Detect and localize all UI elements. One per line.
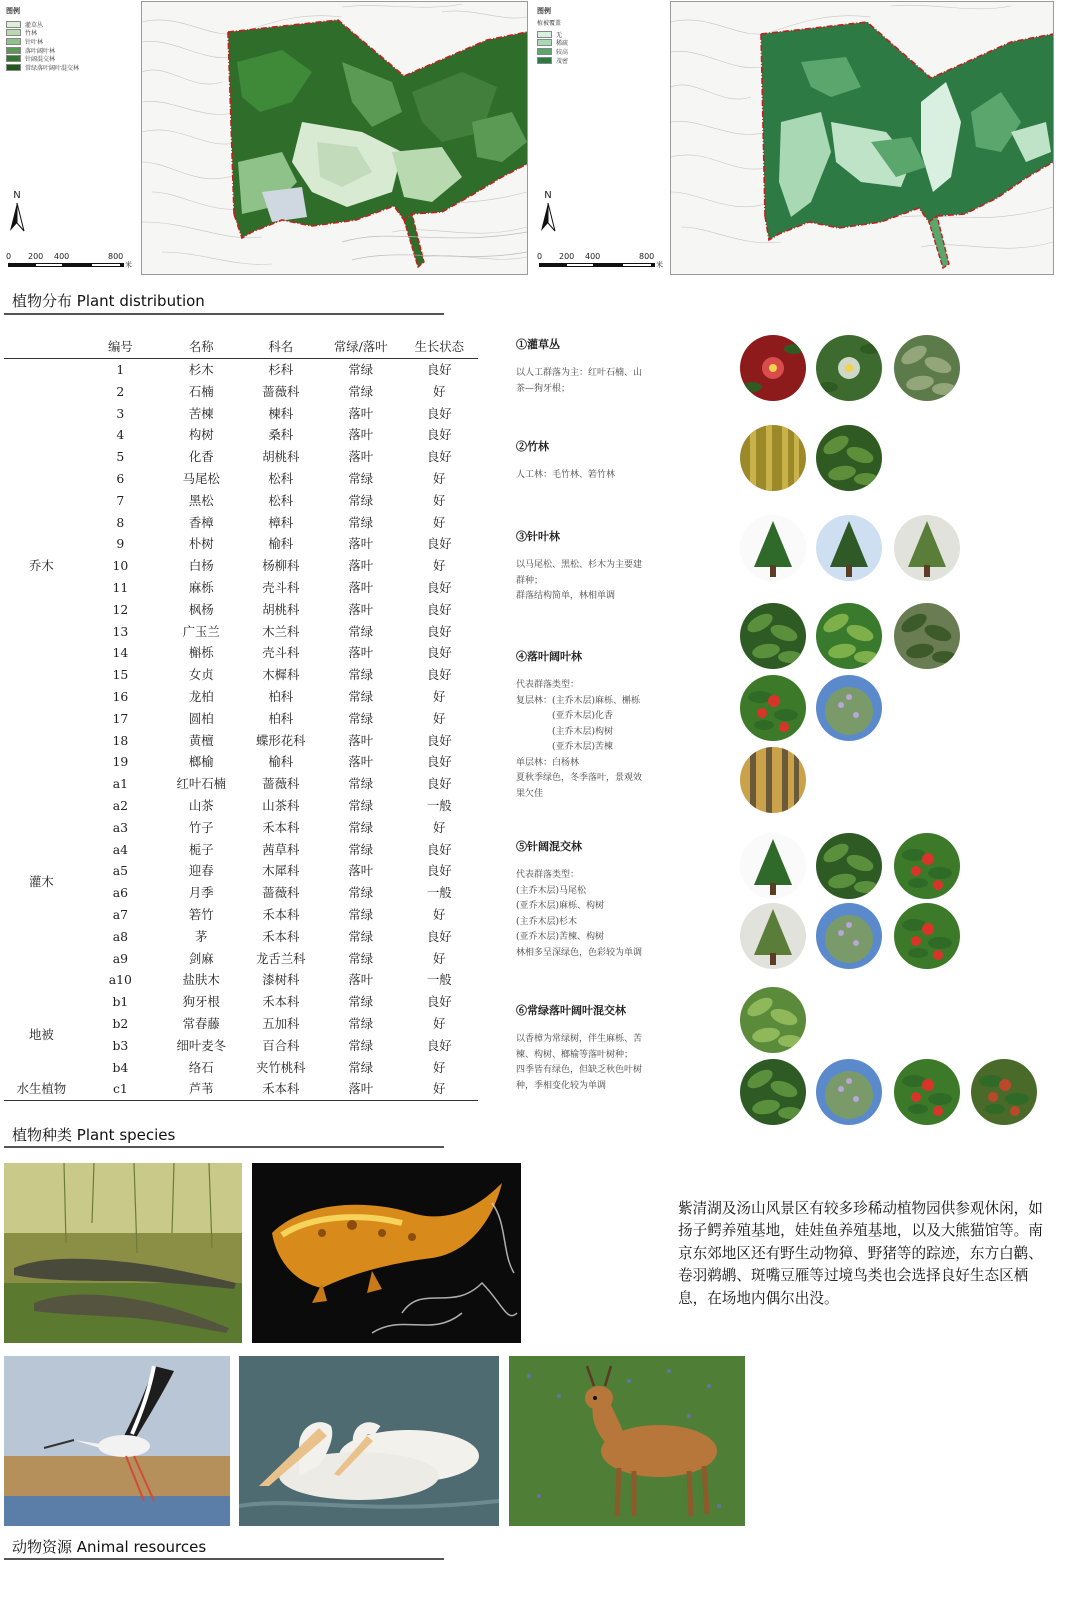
table-cell: 细叶麦冬 (176, 1037, 227, 1053)
community-title: ③针叶林 (516, 530, 560, 543)
table-cell: 马尾松 (182, 470, 220, 486)
table-cell: a2 (112, 797, 128, 813)
scale-tick: 200 (28, 252, 44, 261)
community-desc: 代表群落类型： 复层林：(主乔木层)麻栎、槲栎 (亚乔木层)化香 (主乔木层)构树 (亚乔木层)苦楝 单层林：白杨林 夏秋季绿色，冬季落叶，景观效 果欠佳 (516, 680, 643, 799)
map-right-legend-subtitle: 植被覆盖 (537, 20, 562, 27)
table-cell: 蔷薇科 (262, 383, 300, 399)
community-desc: 代表群落类型： (主乔木层)马尾松 (亚乔木层)麻栎、构树 (主乔木层)杉木 (亚乔木层)苦楝、构树 林相多呈深绿色，色彩较为单调 (516, 870, 643, 958)
table-cell: 良好 (426, 579, 452, 595)
table-cell: 竹子 (188, 819, 214, 835)
north-arrow-icon (537, 190, 559, 236)
legend-label: 针叶林 (25, 38, 44, 46)
table-cell: 落叶 (348, 972, 374, 988)
table-cell: 8 (116, 514, 125, 530)
table-cell: 榆科 (268, 754, 294, 770)
table-cell: 构树 (188, 427, 214, 443)
table-cell: 2 (116, 383, 125, 399)
community-title: ①灌草丛 (516, 338, 560, 351)
table-cell: 常绿 (348, 776, 374, 792)
table-cell: 枫杨 (188, 601, 214, 617)
table-cell: 禾本科 (262, 994, 300, 1010)
table-cell: 常绿 (348, 362, 374, 377)
table-cell: 柏科 (268, 710, 294, 726)
table-cell: 月季 (188, 885, 214, 901)
table-row (4, 359, 478, 381)
table-cell: a1 (112, 776, 128, 792)
oriental-stork-photo (4, 1356, 230, 1526)
legend-swatch (537, 31, 552, 38)
table-cell: 松科 (268, 470, 294, 486)
table-cell: 良好 (426, 776, 452, 792)
map-left-legend-title: 图例 (6, 7, 20, 15)
legend-label: 落叶阔叶林 (25, 47, 56, 55)
table-cell: 良好 (426, 601, 452, 617)
table-cell: 落叶 (348, 536, 374, 552)
table-cell: 樟科 (268, 514, 294, 530)
table-cell: 6 (116, 470, 125, 486)
table-cell: 好 (433, 688, 446, 704)
plant-photo-conifer (894, 515, 960, 581)
col-header: 名称 (162, 334, 241, 359)
legend-item (537, 56, 568, 65)
table-cell: 常绿 (348, 514, 374, 530)
alligator-photo (4, 1163, 242, 1343)
table-cell: 落叶 (348, 427, 374, 443)
table-cell: 落叶 (348, 732, 374, 748)
table-row (4, 773, 478, 795)
legend-item (537, 47, 568, 56)
table-cell: 良好 (426, 645, 452, 661)
section-divider (4, 313, 444, 315)
table-cell: 19 (112, 754, 129, 770)
plant-photo-bamboo (740, 425, 806, 491)
table-cell: 17 (112, 710, 129, 726)
legend-item (6, 29, 79, 38)
legend-swatch (537, 48, 552, 55)
scale-tick: 800 (639, 252, 655, 261)
table-cell: 芦苇 (162, 1078, 241, 1100)
table-cell: 龙舌兰科 (256, 950, 306, 966)
table-cell: 好 (433, 1059, 446, 1075)
legend-item (6, 54, 79, 63)
table-cell: 好 (433, 514, 446, 530)
table-cell: 15 (112, 667, 129, 683)
scale-bar-right (535, 252, 663, 274)
table-cell: 5 (116, 449, 125, 465)
table-row (4, 1078, 478, 1100)
table-cell: 7 (116, 492, 125, 508)
table-cell: 朴树 (188, 536, 214, 552)
table-cell: 迎春 (188, 863, 214, 879)
plant-photo-pine (816, 515, 882, 581)
legend-label: 常绿落叶阔叶混交林 (25, 64, 80, 72)
table-cell: 胡桃科 (262, 449, 300, 465)
table-cell: 1 (116, 362, 125, 377)
table-cell: 常绿 (348, 667, 374, 683)
table-cell: 龙柏 (188, 688, 214, 704)
table-cell: 楝科 (268, 405, 294, 421)
table-cell: 落叶 (348, 863, 374, 879)
table-cell: 常绿 (348, 383, 374, 399)
legend-swatch (537, 57, 552, 64)
table-cell: 落叶 (348, 449, 374, 465)
table-cell: 漆树科 (262, 972, 300, 988)
table-cell: 香樟 (188, 514, 214, 530)
table-header-row (4, 334, 478, 359)
table-cell: 常绿 (348, 623, 374, 639)
table-cell: 女贞 (188, 667, 214, 683)
table-cell: 常春藤 (182, 1015, 220, 1031)
table-cell: 松科 (268, 492, 294, 508)
table-cell: 11 (112, 579, 129, 595)
plant-photo-leaf (816, 603, 882, 669)
table-cell: 良好 (426, 841, 452, 857)
col-header: 科名 (241, 334, 322, 359)
community-title: ⑤针阔混交林 (516, 840, 582, 853)
table-cell: 好 (433, 710, 446, 726)
scale-tick: 200 (559, 252, 575, 261)
table-cell: 常绿 (348, 819, 374, 835)
table-cell: 黑松 (188, 492, 214, 508)
table-cell: 槲栎 (188, 645, 214, 661)
legend-swatch (6, 55, 21, 62)
col-header: 编号 (79, 334, 162, 359)
table-cell: 常绿 (348, 797, 374, 813)
table-cell: a3 (112, 819, 128, 835)
table-cell: 常绿 (348, 1015, 374, 1031)
table-cell: 好 (433, 950, 446, 966)
table-cell: 络石 (188, 1059, 214, 1075)
legend-item (6, 37, 79, 46)
table-cell: b2 (112, 1015, 129, 1031)
table-cell: 9 (116, 536, 125, 552)
table-cell: 良好 (426, 536, 452, 552)
table-cell: 木樨科 (262, 667, 300, 683)
plant-photo-flower (740, 335, 806, 401)
table-cell: 茅 (195, 928, 208, 944)
table-cell: 黄檀 (188, 732, 214, 748)
col-header: 生长状态 (400, 334, 478, 359)
table-cell: 蔷薇科 (262, 885, 300, 901)
table-cell: 白杨 (188, 558, 214, 574)
table-cell: 常绿 (348, 928, 374, 944)
section-plant-distribution: 植物分布 Plant distribution (12, 292, 205, 310)
section-divider (4, 1558, 444, 1560)
scale-tick: 400 (54, 252, 70, 261)
table-cell: 木犀科 (262, 863, 300, 879)
table-cell: 好 (433, 558, 446, 574)
table-cell: 常绿 (348, 885, 374, 901)
legend-item (6, 20, 79, 29)
legend-label: 针阔混交林 (25, 56, 56, 64)
scale-tick: 0 (6, 252, 12, 261)
table-cell: 常绿 (348, 1059, 374, 1075)
table-cell: a6 (112, 885, 128, 901)
table-cell: 榔榆 (188, 754, 214, 770)
category-cell: 灌木 (29, 874, 54, 890)
table-cell: 栀子 (188, 841, 214, 857)
plant-photo-berry (971, 1059, 1037, 1125)
table-cell: 落叶 (348, 405, 374, 421)
giant-salamander-photo (252, 1163, 521, 1343)
community-desc: 以人工群落为主：红叶石楠、山 茶—狗牙根； (516, 368, 643, 394)
table-cell: 盐肤木 (182, 972, 220, 988)
table-cell: 12 (112, 601, 129, 617)
plant-photo-tree (816, 903, 882, 969)
scale-bar-left (4, 252, 132, 274)
north-label: N (544, 190, 552, 201)
table-cell: 狗牙根 (182, 994, 220, 1010)
table-cell: 好 (400, 1078, 478, 1100)
table-cell: 红叶石楠 (176, 776, 227, 792)
plant-photo-leaf (740, 987, 806, 1053)
table-cell: 落叶 (348, 579, 374, 595)
table-cell: 好 (433, 470, 446, 486)
table-cell: 常绿 (348, 906, 374, 922)
table-cell: 禾本科 (241, 1078, 322, 1100)
table-cell: 百合科 (262, 1037, 300, 1053)
table-cell: 4 (116, 427, 125, 443)
table-cell: 山茶科 (262, 797, 300, 813)
scale-unit: 米 (125, 261, 132, 269)
table-cell: 良好 (426, 732, 452, 748)
plant-table (4, 334, 478, 1101)
plant-photo-pine (740, 515, 806, 581)
plant-photo-berry (894, 833, 960, 899)
table-cell: 常绿 (348, 688, 374, 704)
table-cell: 常绿 (348, 470, 374, 486)
table-cell: 常绿 (348, 492, 374, 508)
legend-swatch (6, 29, 21, 36)
plant-photo-conifer (740, 903, 806, 969)
table-cell: 落叶 (348, 645, 374, 661)
legend-item (537, 30, 568, 39)
table-cell: 石楠 (188, 383, 214, 399)
community-title: ②竹林 (516, 440, 549, 453)
table-cell: 好 (433, 906, 446, 922)
col-header: 常绿/落叶 (321, 334, 400, 359)
plant-photo-berry (894, 903, 960, 969)
table-cell: 常绿 (348, 1037, 374, 1053)
table-cell: 桑科 (268, 427, 294, 443)
legend-item (6, 46, 79, 55)
table-row (4, 991, 478, 1013)
table-cell: 好 (433, 819, 446, 835)
table-cell: 木兰科 (262, 623, 300, 639)
map-left-legend (6, 6, 79, 72)
table-cell: 常绿 (348, 994, 374, 1010)
legend-swatch (6, 64, 21, 71)
table-cell: a10 (108, 972, 132, 988)
table-cell: 夹竹桃科 (256, 1059, 306, 1075)
legend-label: 竹林 (25, 30, 38, 38)
plant-photo-leaf (740, 1059, 806, 1125)
table-cell: 落叶 (321, 1078, 400, 1100)
section-plant-species: 植物种类 Plant species (12, 1126, 176, 1144)
community-desc: 人工林：毛竹林、箬竹林 (516, 470, 616, 480)
plant-photo-flower2 (816, 335, 882, 401)
table-cell: 良好 (426, 449, 452, 465)
table-cell: 圆柏 (188, 710, 214, 726)
legend-label: 无 (556, 31, 563, 39)
scale-tick: 0 (537, 252, 543, 261)
table-cell: 禾本科 (262, 819, 300, 835)
legend-label: 稀疏 (556, 40, 569, 48)
north-arrow-icon (6, 190, 28, 236)
table-cell: 良好 (426, 623, 452, 639)
section-divider (4, 1146, 444, 1148)
section-animal-resources: 动物资源 Animal resources (12, 1538, 207, 1556)
community-evergreen-deciduous-mixed (516, 1002, 706, 1094)
table-cell: 14 (112, 645, 129, 661)
table-cell: 良好 (426, 994, 452, 1010)
legend-swatch (537, 39, 552, 46)
table-cell: 3 (116, 405, 125, 421)
legend-label: 茂密 (556, 57, 569, 65)
table-cell: a5 (112, 863, 128, 879)
legend-label: 较高 (556, 48, 569, 56)
category-cell: 地被 (29, 1026, 54, 1042)
table-cell: 苦楝 (188, 405, 214, 421)
table-cell: 壳斗科 (262, 645, 300, 661)
table-cell: 常绿 (348, 950, 374, 966)
community-title: ⑥常绿落叶阔叶混交林 (516, 1004, 626, 1017)
legend-item (537, 39, 568, 48)
scale-tick: 400 (585, 252, 601, 261)
plant-photo-grass (894, 335, 960, 401)
table-cell: 一般 (426, 885, 452, 901)
table-cell: 落叶 (348, 601, 374, 617)
map-right-legend (537, 6, 568, 64)
table-cell: 良好 (426, 362, 452, 377)
plant-photo-tree (816, 675, 882, 741)
table-cell: 18 (112, 732, 129, 748)
table-cell: 杉科 (268, 362, 294, 377)
table-cell: 禾本科 (262, 906, 300, 922)
table-cell: 良好 (426, 754, 452, 770)
community-shrub-grass (516, 336, 706, 397)
plant-photo-leaf (816, 833, 882, 899)
map-right-legend-title: 图例 (537, 7, 551, 15)
table-cell: 茜草科 (262, 841, 300, 857)
table-cell: b1 (112, 994, 129, 1010)
community-deciduous (516, 648, 706, 802)
table-cell: c1 (79, 1078, 162, 1100)
table-cell: 广玉兰 (182, 623, 220, 639)
community-title: ④落叶阔叶林 (516, 650, 582, 663)
table-cell: 13 (112, 623, 129, 639)
plant-photo-pine (740, 833, 806, 899)
table-cell: 常绿 (348, 710, 374, 726)
legend-label: 灌草丛 (25, 21, 44, 29)
community-desc: 以香樟为常绿树，伴生麻栎、苦 楝、构树、榔榆等落叶树种； 四季皆有绿色，但缺乏秋色叶树 种，季相变化较为单调 (516, 1034, 643, 1091)
table-cell: 良好 (426, 667, 452, 683)
community-coniferous (516, 528, 706, 605)
table-cell: 良好 (426, 863, 452, 879)
community-bamboo (516, 438, 706, 484)
community-mixed-conifer-broadleaf (516, 838, 706, 961)
table-cell: 良好 (426, 1037, 452, 1053)
table-cell: 好 (433, 492, 446, 508)
plant-photo-tree (816, 1059, 882, 1125)
plant-photo-berry (894, 1059, 960, 1125)
legend-swatch (6, 38, 21, 45)
table-cell: a4 (112, 841, 128, 857)
table-cell: 落叶 (348, 754, 374, 770)
table-cell: 榆科 (268, 536, 294, 552)
table-cell: 杉木 (188, 362, 214, 377)
plant-photo-berry (740, 675, 806, 741)
table-cell: 落叶 (348, 558, 374, 574)
plant-photo-leaf (894, 603, 960, 669)
plant-photo-leaf (740, 603, 806, 669)
plant-photo-birch (740, 747, 806, 813)
vegetation-type-map (141, 1, 528, 275)
table-cell: 五加科 (262, 1015, 300, 1031)
vegetation-coverage-map (670, 1, 1054, 275)
table-cell: 一般 (426, 972, 452, 988)
table-cell: a9 (112, 950, 128, 966)
table-cell: a8 (112, 928, 128, 944)
legend-swatch (6, 47, 21, 54)
table-cell: b3 (112, 1037, 129, 1053)
table-cell: 麻栎 (188, 579, 214, 595)
table-cell: 良好 (426, 928, 452, 944)
table-cell: 16 (112, 688, 129, 704)
category-cell: 乔木 (29, 558, 54, 574)
table-cell: 良好 (426, 427, 452, 443)
table-cell: 良好 (426, 405, 452, 421)
table-cell: 蔷薇科 (262, 776, 300, 792)
community-desc: 以马尾松、黑松、杉木为主要建 群种； 群落结构简单，林相单调 (516, 560, 643, 601)
table-cell: 禾本科 (262, 928, 300, 944)
table-cell: 一般 (426, 797, 452, 813)
table-cell: 化香 (188, 449, 214, 465)
category-cell: 水生植物 (4, 1078, 79, 1100)
table-cell: 胡桃科 (262, 601, 300, 617)
plant-photo-leaf (816, 425, 882, 491)
table-cell: 10 (112, 558, 129, 574)
table-cell: 箬竹 (188, 906, 214, 922)
table-cell: 常绿 (348, 841, 374, 857)
table-cell: 山茶 (188, 797, 214, 813)
table-cell: 柏科 (268, 688, 294, 704)
scale-tick: 800 (108, 252, 124, 261)
table-cell: 好 (433, 1015, 446, 1031)
legend-swatch (6, 21, 21, 28)
scale-unit: 米 (656, 261, 663, 269)
table-cell: 剑麻 (188, 950, 214, 966)
north-label: N (13, 190, 21, 201)
pelican-photo (239, 1356, 499, 1526)
table-cell: 好 (433, 383, 446, 399)
table-cell: 杨柳科 (262, 558, 300, 574)
table-cell: a7 (112, 906, 128, 922)
animal-resources-text: 紫清湖及汤山风景区有较多珍稀动植物园供参观休闲，如扬子鳄养殖基地，娃娃鱼养殖基地，以及大熊猫馆等。南京东郊地区还有野生动物獐、野猪等的踪迹，东方白鹳、卷羽鹈鹕、斑嘴豆雁等过境鸟类也会选择良好生态区栖息，在场地内偶尔出没。 (678, 1200, 1043, 1307)
table-cell: b4 (112, 1059, 129, 1075)
roe-deer-photo (509, 1356, 745, 1526)
legend-item (6, 63, 79, 72)
table-cell: 壳斗科 (262, 579, 300, 595)
table-cell: 蝶形花科 (256, 732, 306, 748)
